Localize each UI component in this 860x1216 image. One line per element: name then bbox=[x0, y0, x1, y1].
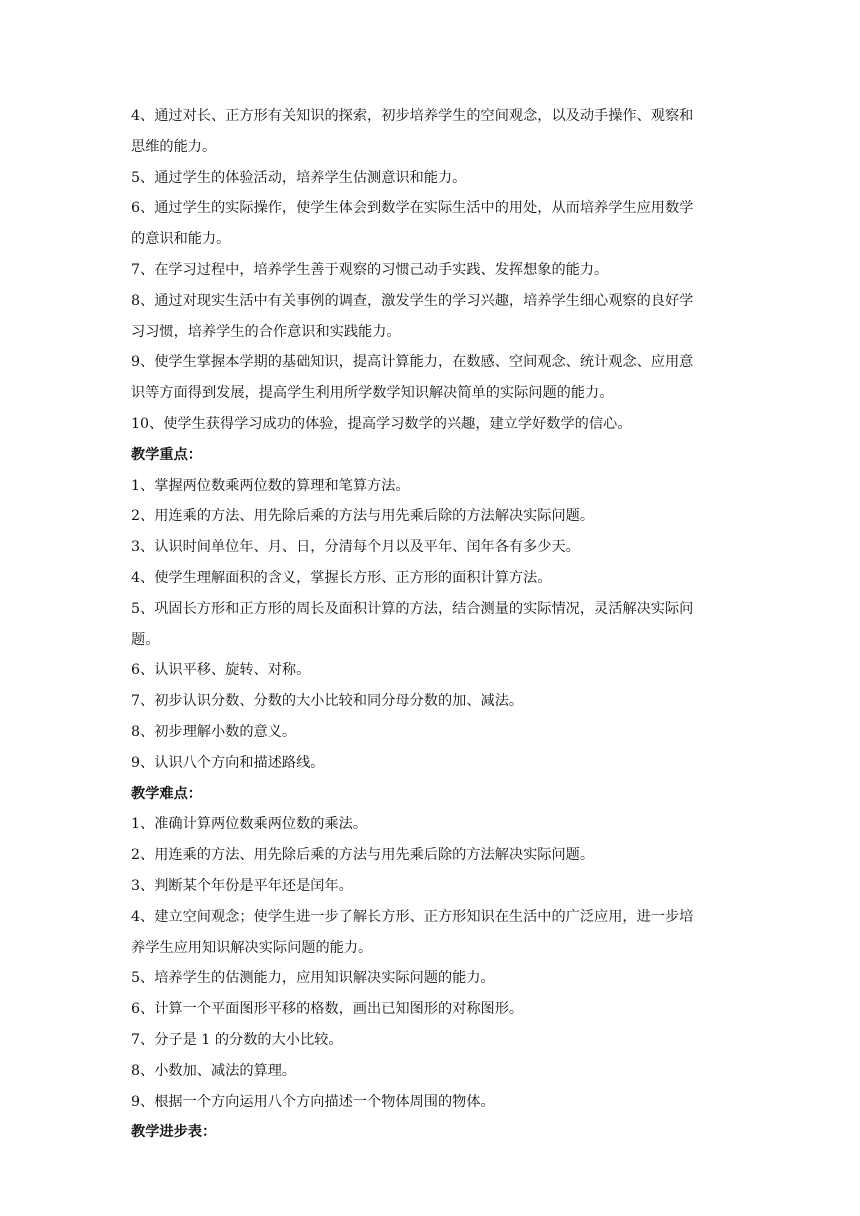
text-line: 5、巩固长方形和正方形的周长及面积计算的方法，结合测量的实际情况，灵活解决实际问 bbox=[131, 600, 694, 617]
text-line: 4、通过对长、正方形有关知识的探索，初步培养学生的空间观念，以及动手操作、观察和 bbox=[131, 108, 694, 124]
document-page bbox=[131, 101, 731, 1148]
text-line: 9、认识八个方向和描述路线。 bbox=[131, 754, 325, 771]
text-line: 8、小数加、减法的算理。 bbox=[131, 1062, 297, 1079]
text-line: 7、分子是 1 的分数的大小比较。 bbox=[131, 1031, 343, 1048]
section-heading: 教学进步表： bbox=[131, 1124, 217, 1141]
text-line: 7、初步认识分数、分数的大小比较和同分母分数的加、减法。 bbox=[131, 693, 524, 710]
text-line: 8、通过对现实生活中有关事例的调查，激发学生的学习兴趣，培养学生细心观察的良好学 bbox=[131, 292, 694, 309]
text-line: 养学生应用知识解决实际问题的能力。 bbox=[131, 939, 373, 956]
text-line: 6、认识平移、旋转、对称。 bbox=[131, 662, 311, 679]
text-line: 习习惯，培养学生的合作意识和实践能力。 bbox=[131, 323, 401, 340]
text-line: 的意识和能力。 bbox=[131, 231, 231, 248]
text-line: 4、建立空间观念；使学生进一步了解长方形、正方形知识在生活中的广泛应用，进一步培 bbox=[131, 908, 694, 925]
section-heading: 教学重点： bbox=[131, 446, 202, 463]
text-line: 2、用连乘的方法、用先除后乘的方法与用先乘后除的方法解决实际问题。 bbox=[131, 847, 595, 864]
text-line: 8、初步理解小数的意义。 bbox=[131, 723, 297, 740]
text-line: 识等方面得到发展，提高学生利用所学数学知识解决简单的实际问题的能力。 bbox=[131, 385, 614, 402]
text-line: 6、通过学生的实际操作，使学生体会到数学在实际生活中的用处，从而培养学生应用数学 bbox=[131, 200, 694, 217]
text-line: 5、培养学生的估测能力，应用知识解决实际问题的能力。 bbox=[131, 970, 495, 987]
text-line: 4、使学生理解面积的含义，掌握长方形、正方形的面积计算方法。 bbox=[131, 569, 552, 586]
text-line: 3、认识时间单位年、月、日，分清每个月以及平年、闰年各有多少天。 bbox=[131, 539, 580, 556]
text-line: 题。 bbox=[131, 631, 160, 648]
text-line: 7、在学习过程中，培养学生善于观察的习惯己动手实践、发挥想象的能力。 bbox=[131, 261, 609, 278]
text-line: 3、判断某个年份是平年还是闰年。 bbox=[131, 877, 353, 894]
text-line: 1、准确计算两位数乘两位数的乘法。 bbox=[131, 816, 368, 833]
text-line: 2、用连乘的方法、用先除后乘的方法与用先乘后除的方法解决实际问题。 bbox=[131, 508, 595, 525]
text-line: 9、使学生掌握本学期的基础知识，提高计算能力，在数感、空间观念、统计观念、应用意 bbox=[131, 354, 694, 371]
text-line: 1、掌握两位数乘两位数的算理和笔算方法。 bbox=[131, 477, 410, 494]
text-line: 9、根据一个方向运用八个方向描述一个物体周围的物体。 bbox=[131, 1093, 495, 1110]
text-line: 思维的能力。 bbox=[131, 138, 217, 155]
section-heading: 教学难点： bbox=[131, 785, 202, 802]
text-line: 5、通过学生的体验活动，培养学生估测意识和能力。 bbox=[131, 169, 467, 186]
text-line: 10、使学生获得学习成功的体验，提高学习数学的兴趣，建立学好数学的信心。 bbox=[131, 415, 632, 432]
text-line: 6、计算一个平面图形平移的格数，画出已知图形的对称图形。 bbox=[131, 1001, 524, 1018]
